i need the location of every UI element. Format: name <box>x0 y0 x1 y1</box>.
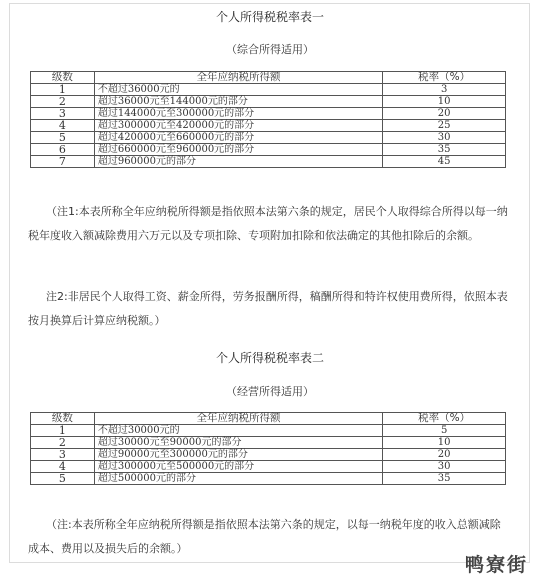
watermark-logo: 鸭寮街 <box>464 554 528 576</box>
table1-note1: （注1:本表所称全年应纳税所得额是指依照本法第六条的规定，居民个人取得综合所得以每一纳税年度收入额减除费用六万元以及专项扣除、专项附加扣除和依法确定的其他扣除后的余额。 <box>28 205 508 242</box>
table2-header-range: 全年应纳税所得额 <box>94 413 382 425</box>
level-cell: 2 <box>31 96 95 108</box>
table1-title: 个人所得税税率表一 <box>215 10 324 24</box>
table-row <box>31 96 506 108</box>
table-row <box>31 156 506 168</box>
table2-header-level: 级数 <box>31 413 95 425</box>
level-cell: 7 <box>31 156 95 168</box>
level-cell: 4 <box>31 461 95 473</box>
range-cell: 超过300000元至420000元的部分 <box>94 120 382 132</box>
table1-subtitle: （综合所得适用） <box>226 43 314 56</box>
range-cell: 超过300000元至500000元的部分 <box>94 461 382 473</box>
table2 <box>30 412 506 485</box>
table-row <box>31 108 506 120</box>
rate-cell: 20 <box>383 449 506 461</box>
table-row <box>31 144 506 156</box>
range-cell: 超过144000元至300000元的部分 <box>94 108 382 120</box>
level-cell: 3 <box>31 449 95 461</box>
rate-cell: 35 <box>383 473 506 485</box>
table1 <box>30 71 506 168</box>
table-row <box>31 84 506 96</box>
range-cell: 超过420000元至660000元的部分 <box>94 132 382 144</box>
table-row <box>31 473 506 485</box>
table1-header-range: 全年应纳税所得额 <box>94 72 382 84</box>
level-cell: 6 <box>31 144 95 156</box>
table2-title: 个人所得税税率表二 <box>215 351 324 365</box>
rate-cell: 10 <box>383 437 506 449</box>
table1-header-level: 级数 <box>31 72 95 84</box>
table2-note: （注:本表所称全年应纳税所得额是指依照本法第六条的规定，以每一纳税年度的收入总额减除成本、费用以及损失后的余额。） <box>28 518 501 555</box>
table-row <box>31 437 506 449</box>
range-cell: 不超过30000元的 <box>94 425 382 437</box>
level-cell: 2 <box>31 437 95 449</box>
table2-header-row <box>31 413 506 425</box>
table-row <box>31 461 506 473</box>
range-cell: 超过960000元的部分 <box>94 156 382 168</box>
table-row <box>31 449 506 461</box>
rate-cell: 10 <box>383 96 506 108</box>
level-cell: 5 <box>31 473 95 485</box>
range-cell: 超过660000元至960000元的部分 <box>94 144 382 156</box>
level-cell: 4 <box>31 120 95 132</box>
table1-note2: 注2:非居民个人取得工资、薪金所得，劳务报酬所得，稿酬所得和特许权使用费所得，依照本表按月换算后计算应纳税额。） <box>28 290 508 327</box>
rate-cell: 30 <box>383 461 506 473</box>
table-row <box>31 132 506 144</box>
level-cell: 1 <box>31 84 95 96</box>
level-cell: 1 <box>31 425 95 437</box>
range-cell: 超过500000元的部分 <box>94 473 382 485</box>
table-row <box>31 425 506 437</box>
rate-cell: 30 <box>383 132 506 144</box>
level-cell: 5 <box>31 132 95 144</box>
table2-header-rate: 税率（%） <box>383 413 506 425</box>
table1-header-row <box>31 72 506 84</box>
rate-cell: 45 <box>383 156 506 168</box>
table-row <box>31 120 506 132</box>
range-cell: 超过30000元至90000元的部分 <box>94 437 382 449</box>
range-cell: 超过36000元至144000元的部分 <box>94 96 382 108</box>
rate-cell: 25 <box>383 120 506 132</box>
rate-cell: 5 <box>383 425 506 437</box>
range-cell: 不超过36000元的 <box>94 84 382 96</box>
table2-subtitle: （经营所得适用） <box>226 385 314 398</box>
table1-header-rate: 税率（%） <box>383 72 506 84</box>
range-cell: 超过90000元至300000元的部分 <box>94 449 382 461</box>
rate-cell: 35 <box>383 144 506 156</box>
rate-cell: 20 <box>383 108 506 120</box>
rate-cell: 3 <box>383 84 506 96</box>
level-cell: 3 <box>31 108 95 120</box>
